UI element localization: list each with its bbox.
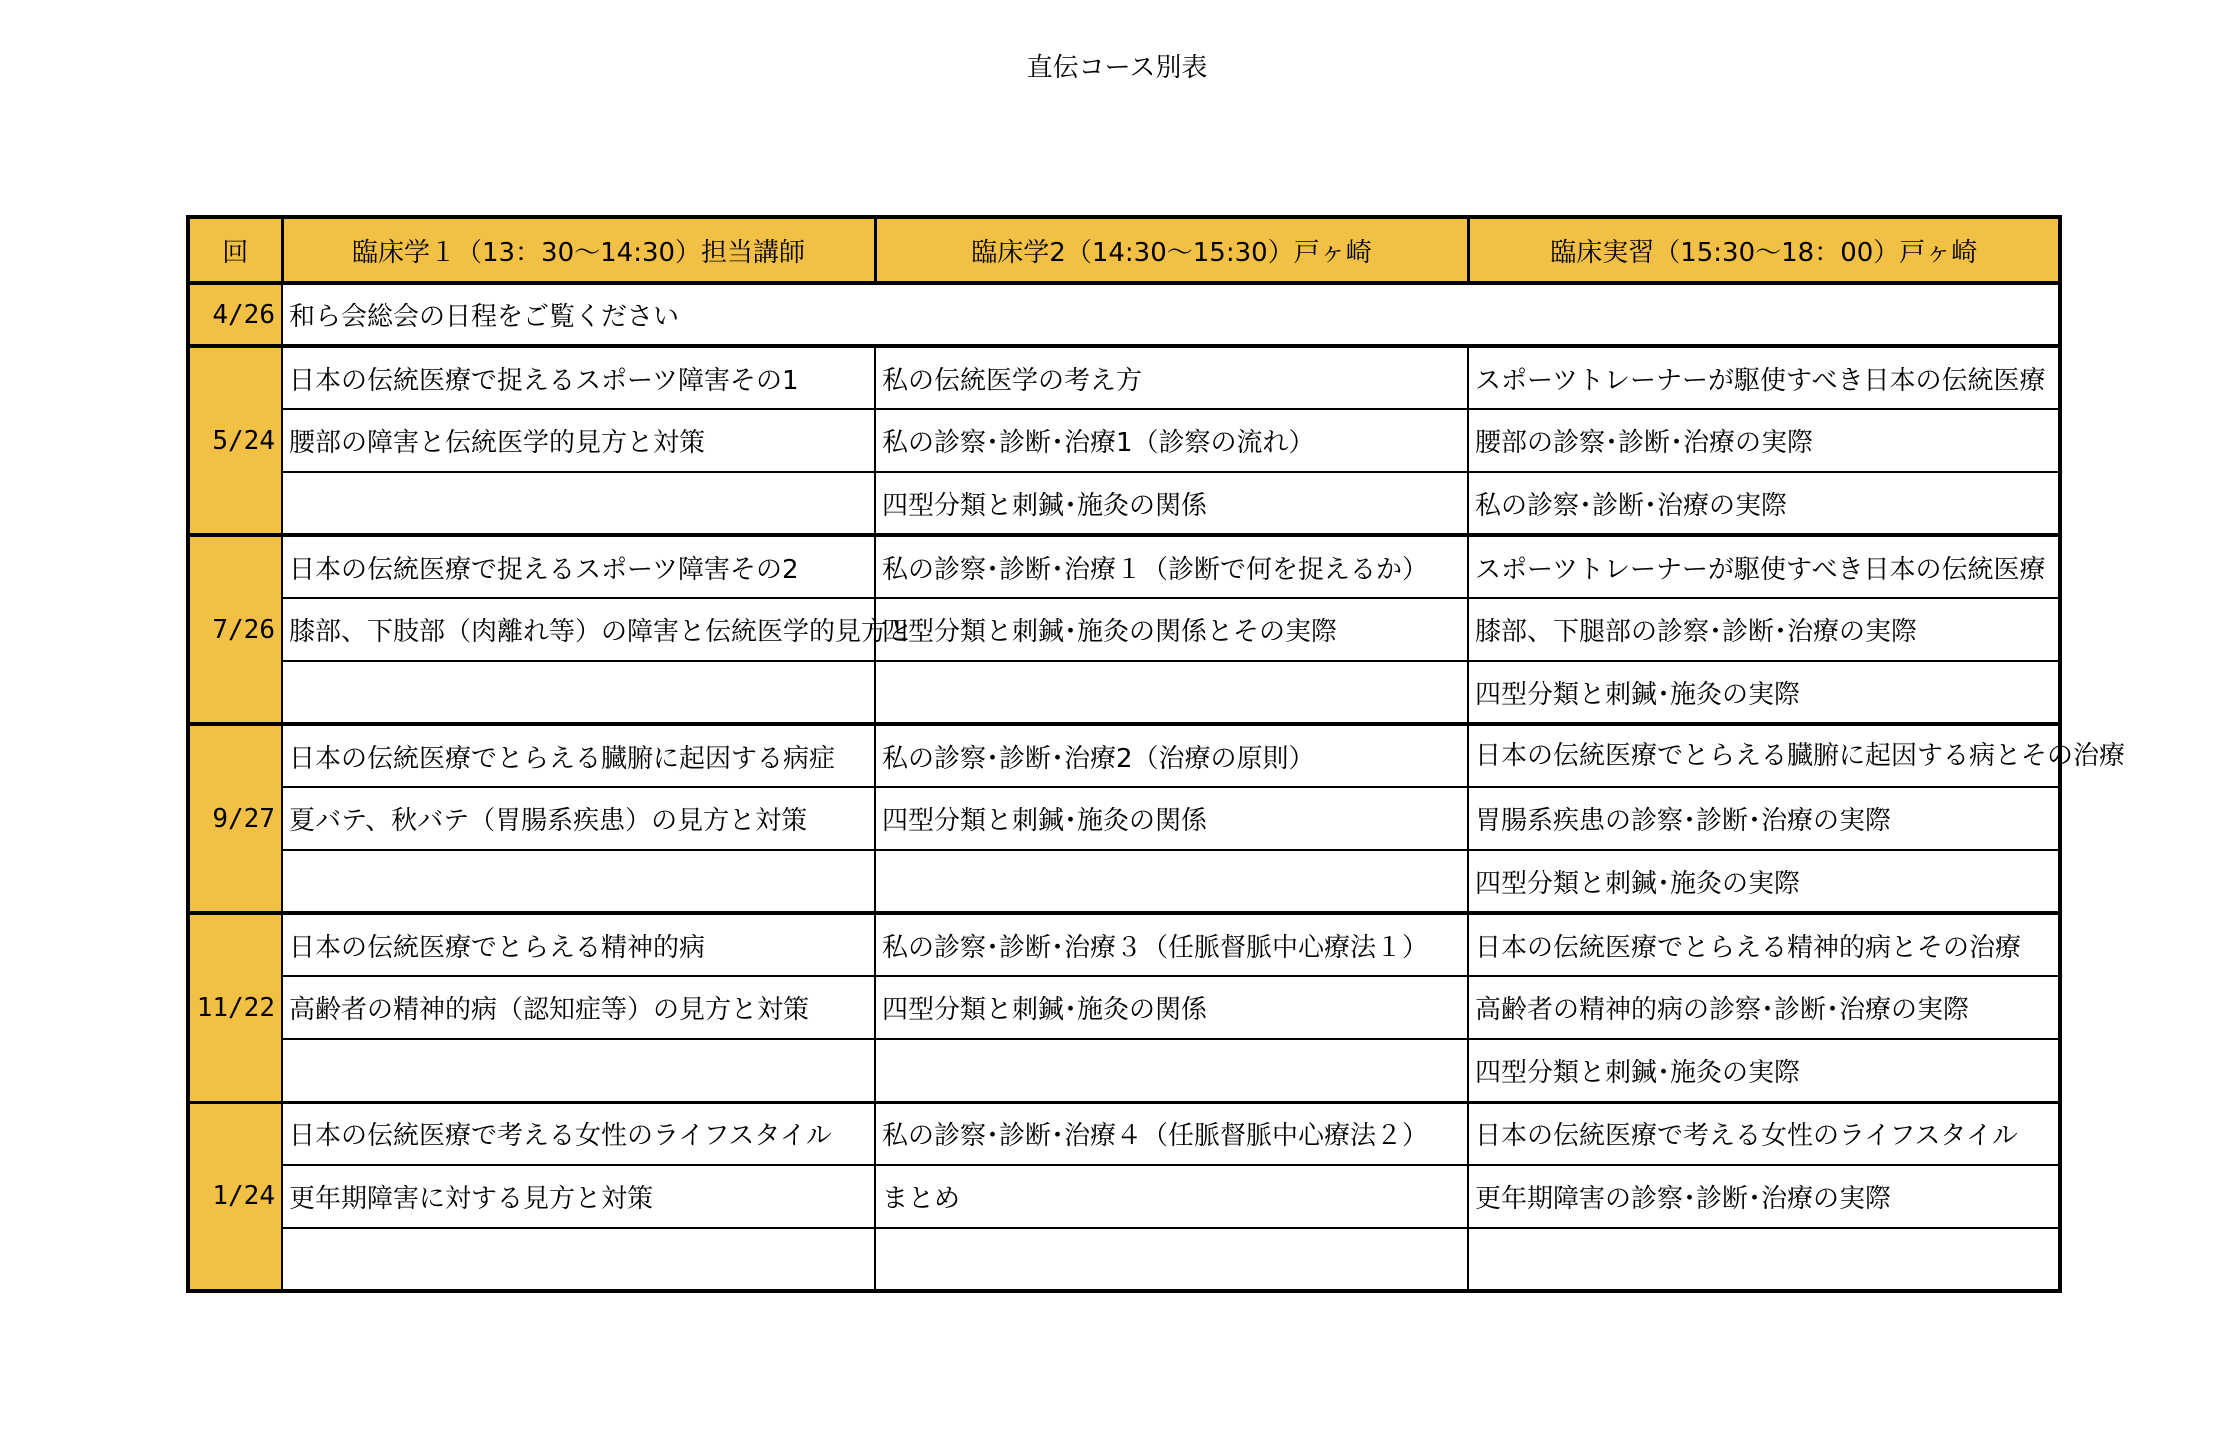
clinical1-cell — [282, 472, 875, 535]
practice-cell: 四型分類と刺鍼･施灸の実際 — [1468, 1039, 2060, 1102]
column-header-clinical1: 臨床学１（13：30～14:30）担当講師 — [282, 217, 875, 283]
clinical2-cell: 四型分類と刺鍼･施灸の関係 — [875, 472, 1468, 535]
clinical2-cell — [875, 850, 1468, 913]
session-date: 1/24 — [188, 1102, 282, 1291]
session-date: 5/24 — [188, 346, 282, 535]
clinical1-cell: 日本の伝統医療でとらえる臓腑に起因する病症 — [282, 724, 875, 787]
column-header-clinical2: 臨床学2（14:30～15:30）戸ヶ崎 — [875, 217, 1468, 283]
column-header-round: 回 — [188, 217, 282, 283]
session-date: 9/27 — [188, 724, 282, 913]
table-row — [188, 661, 2060, 724]
clinical2-cell: 私の伝統医学の考え方 — [875, 346, 1468, 409]
clinical1-cell: 日本の伝統医療で捉えるスポーツ障害その2 — [282, 535, 875, 598]
clinical2-cell: 四型分類と刺鍼･施灸の関係とその実際 — [875, 598, 1468, 661]
table-row — [188, 976, 2060, 1039]
table-row — [188, 787, 2060, 850]
clinical2-cell: 四型分類と刺鍼･施灸の関係 — [875, 787, 1468, 850]
table-row — [188, 1039, 2060, 1102]
clinical2-cell — [875, 661, 1468, 724]
practice-cell: 腰部の診察･診断･治療の実際 — [1468, 409, 2060, 472]
table-row — [188, 850, 2060, 913]
table-row — [188, 724, 2060, 787]
table-row — [188, 535, 2060, 598]
clinical2-cell: 私の診察･診断･治療１（診断で何を捉えるか） — [875, 535, 1468, 598]
practice-cell: スポーツトレーナーが駆使すべき日本の伝統医療 — [1468, 535, 2060, 598]
clinical1-cell: 日本の伝統医療でとらえる精神的病 — [282, 913, 875, 976]
clinical1-cell: 高齢者の精神的病（認知症等）の見方と対策 — [282, 976, 875, 1039]
table-header-row — [188, 217, 2060, 283]
practice-cell: スポーツトレーナーが駆使すべき日本の伝統医療 — [1468, 346, 2060, 409]
clinical1-cell — [282, 1039, 875, 1102]
table-row — [188, 346, 2060, 409]
table-row — [188, 1228, 2060, 1291]
session-note: 和ら会総会の日程をご覧ください — [282, 283, 2060, 346]
practice-cell: 高齢者の精神的病の診察･診断･治療の実際 — [1468, 976, 2060, 1039]
column-header-practice: 臨床実習（15:30～18：00）戸ヶ崎 — [1468, 217, 2060, 283]
clinical1-cell: 更年期障害に対する見方と対策 — [282, 1165, 875, 1228]
clinical2-cell: 私の診察･診断･治療４（任脈督脈中心療法２） — [875, 1102, 1468, 1165]
page-title: 直伝コース別表 — [1026, 53, 1208, 83]
clinical2-cell: 四型分類と刺鍼･施灸の関係 — [875, 976, 1468, 1039]
practice-cell: 日本の伝統医療でとらえる精神的病とその治療 — [1468, 913, 2060, 976]
clinical1-cell — [282, 1228, 875, 1291]
practice-cell: 私の診察･診断･治療の実際 — [1468, 472, 2060, 535]
table-row — [188, 913, 2060, 976]
clinical1-cell: 腰部の障害と伝統医学的見方と対策 — [282, 409, 875, 472]
clinical1-cell: 膝部、下肢部（肉離れ等）の障害と伝統医学的見方と — [282, 598, 875, 661]
practice-cell — [1468, 1228, 2060, 1291]
table-row — [188, 409, 2060, 472]
clinical1-cell: 日本の伝統医療で考える女性のライフスタイル — [282, 1102, 875, 1165]
practice-cell: 日本の伝統医療で考える女性のライフスタイル — [1468, 1102, 2060, 1165]
table-row — [188, 283, 2060, 346]
practice-cell: 四型分類と刺鍼･施灸の実際 — [1468, 850, 2060, 913]
practice-cell: 日本の伝統医療でとらえる臓腑に起因する病とその治療 — [1468, 724, 2060, 787]
practice-cell: 胃腸系疾患の診察･診断･治療の実際 — [1468, 787, 2060, 850]
table-row — [188, 472, 2060, 535]
practice-cell: 四型分類と刺鍼･施灸の実際 — [1468, 661, 2060, 724]
session-date: 4/26 — [188, 283, 282, 346]
table-row — [188, 1102, 2060, 1165]
clinical2-cell — [875, 1228, 1468, 1291]
clinical1-cell: 夏バテ、秋バテ（胃腸系疾患）の見方と対策 — [282, 787, 875, 850]
clinical2-cell: まとめ — [875, 1165, 1468, 1228]
session-date: 11/22 — [188, 913, 282, 1102]
table-row — [188, 598, 2060, 661]
session-date: 7/26 — [188, 535, 282, 724]
clinical2-cell: 私の診察･診断･治療1（診察の流れ） — [875, 409, 1468, 472]
practice-cell: 膝部、下腿部の診察･診断･治療の実際 — [1468, 598, 2060, 661]
clinical1-cell — [282, 661, 875, 724]
clinical2-cell: 私の診察･診断･治療３（任脈督脈中心療法１） — [875, 913, 1468, 976]
clinical2-cell: 私の診察･診断･治療2（治療の原則） — [875, 724, 1468, 787]
clinical1-cell — [282, 850, 875, 913]
practice-cell: 更年期障害の診察･診断･治療の実際 — [1468, 1165, 2060, 1228]
clinical2-cell — [875, 1039, 1468, 1102]
schedule-table — [186, 215, 2126, 1293]
clinical1-cell: 日本の伝統医療で捉えるスポーツ障害その1 — [282, 346, 875, 409]
table-row — [188, 1165, 2060, 1228]
